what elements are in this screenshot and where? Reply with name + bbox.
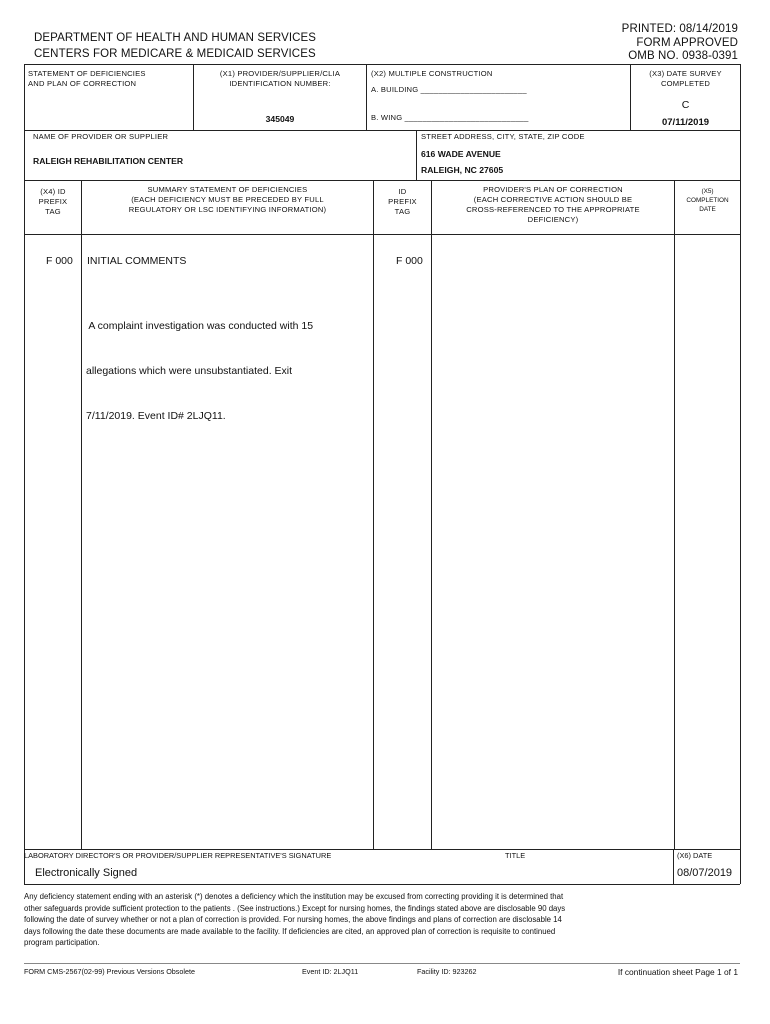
title-label: TITLE [505,851,526,860]
signature-label: LABORATORY DIRECTOR'S OR PROVIDER/SUPPLIER REPRESENTATIVE'S SIGNATURE [24,851,332,860]
omb-number: OMB NO. 0938-0391 [628,50,738,62]
address-line-2: RALEIGH, NC 27605 [421,165,504,175]
provider-name-label: NAME OF PROVIDER OR SUPPLIER [33,132,169,141]
facility-id: Facility ID: 923262 [417,967,477,976]
deficiency-tag-left: F 000 [46,255,73,267]
x6-date-label: (X6) DATE [677,851,713,860]
page-indicator: If continuation sheet Page 1 of 1 [617,967,738,977]
event-id: Event ID: 2LJQ11 [302,967,359,976]
form-approved: FORM APPROVED [636,37,738,49]
x3-label: (X3) DATE SURVEY COMPLETED [649,69,722,88]
signature-value: Electronically Signed [35,867,138,879]
address-label: STREET ADDRESS, CITY, STATE, ZIP CODE [421,132,585,141]
wing-field: B. WING ____________________________ [371,113,529,122]
provider-name: RALEIGH REHABILITATION CENTER [33,156,184,166]
plan-of-correction-header: PROVIDER'S PLAN OF CORRECTION (EACH CORRECTIVE ACTION SHOULD BE CROSS-REFERENCED TO THE APPROPRIATE DEFICIENCY) [466,185,640,224]
x1-label: (X1) PROVIDER/SUPPLIER/CLIA IDENTIFICATION NUMBER: [219,69,341,88]
disclosure-note: Any deficiency statement ending with an asterisk (*) denotes a deficiency which the institution may be excused from correcting providing it is determined that other safeguards provide sufficient protection to the patients . (See instructions.) Except for nursing homes, the findings stated above are disclosable 90 days following the date of survey whether or not a plan of correction is provided. For nursing homes, the above findings and plans of correction are disclosable 14 days following the date these documents are made available to the facility. If deficiencies are cited, an approved plan of correction is requisite to continued program participation. [24,892,566,947]
form-identifier: FORM CMS-2567(02-99) Previous Versions Obsolete [24,967,195,976]
building-field: A. BUILDING ________________________ [371,85,527,94]
entry-title: INITIAL COMMENTS [87,255,187,267]
summary-statement-header: SUMMARY STATEMENT OF DEFICIENCIES (EACH DEFICIENCY MUST BE PRECEDED BY FULL REGULATORY OR LSC IDENTIFYING INFORMATION) [128,185,327,214]
x2-label: (X2) MULTIPLE CONSTRUCTION [371,69,493,78]
x5-completion-date-header: (X5) COMPLETION DATE [686,188,729,213]
x1-identification-number: 345049 [265,114,295,124]
address-line-1: 616 WADE AVENUE [421,149,501,159]
x3-code: C [681,99,690,111]
agency-line-2: CENTERS FOR MEDICARE & MEDICAID SERVICES [34,48,316,60]
printed-date: PRINTED: 08/14/2019 [621,23,738,35]
id-prefix-tag-header: ID PREFIX TAG [388,187,417,216]
entry-text: A complaint investigation was conducted with 15 allegations which were unsubstantiated. Exit 7/11/2019. Event ID# 2LJQ11. [86,320,314,422]
statement-label: STATEMENT OF DEFICIENCIES AND PLAN OF CORRECTION [28,69,146,88]
signature-date: 08/07/2019 [677,867,733,879]
x4-id-prefix-tag-header: (X4) ID PREFIX TAG [38,187,68,216]
x3-date-completed: 07/11/2019 [661,117,710,128]
deficiency-tag-right: F 000 [396,255,423,267]
agency-line-1: DEPARTMENT OF HEALTH AND HUMAN SERVICES [34,32,317,44]
